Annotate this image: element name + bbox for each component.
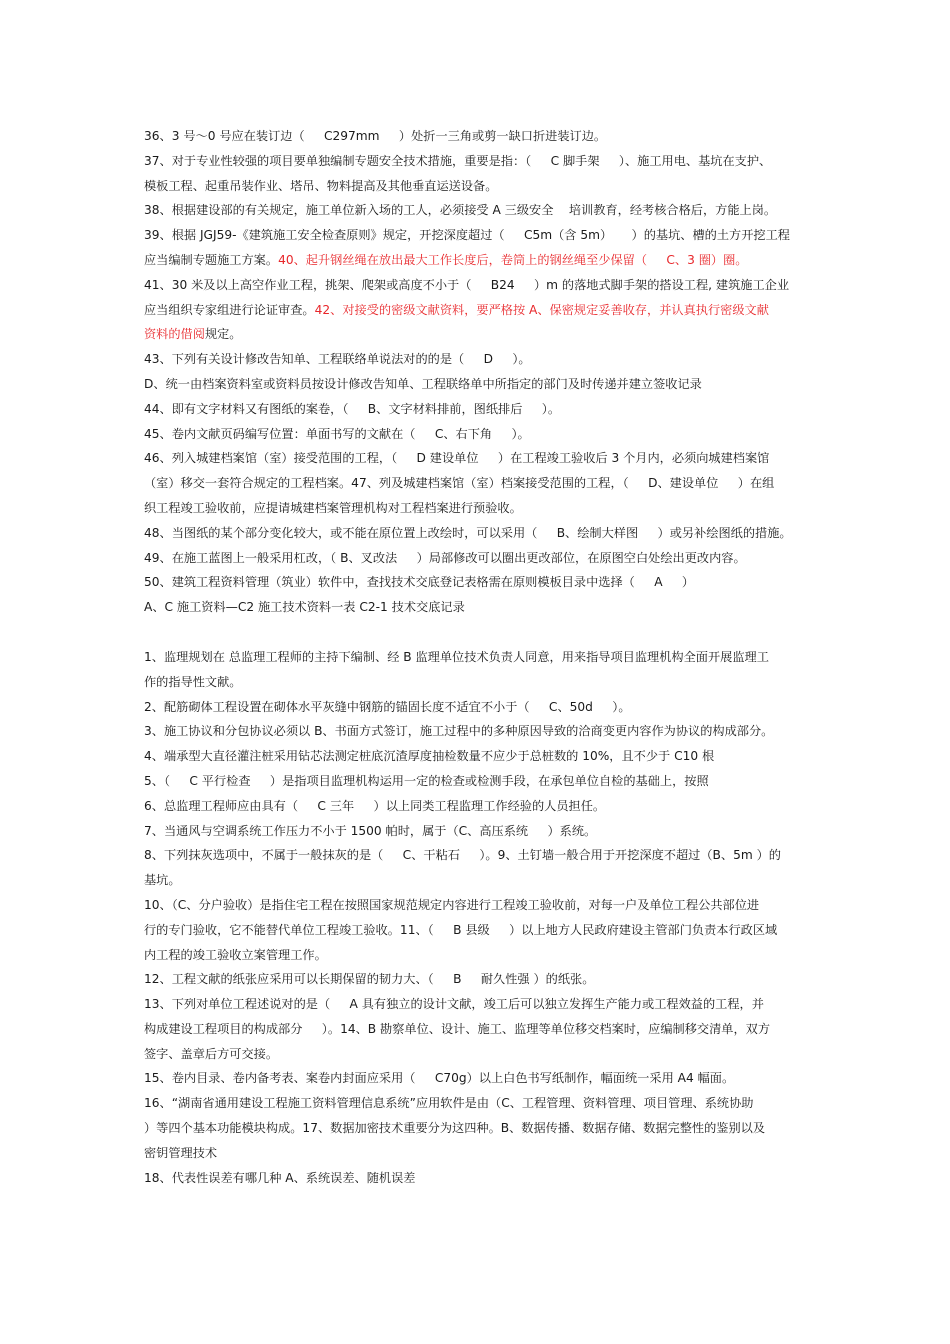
text-line: 密钥管理技术 — [144, 1145, 218, 1160]
text-line: 48、当图纸的某个部分变化较大，或不能在原位置上改绘时，可以采用（ B、绘制大样图 ）或另补绘图纸的措施。 — [144, 525, 792, 540]
text-line: 36、3 号～0 号应在装订边（ C297mm ）处折一三角或剪一缺口折进装订边。 — [144, 129, 607, 143]
text-line: 37、对于专业性较强的项目要单独编制专题安全技术措施，重要是指：（ C 脚手架 ）、施工用电、基坑在支护、 — [144, 153, 772, 168]
document-body — [144, 124, 816, 1190]
text-line: 应当组织专家组进行论证审查。42、对接受的密级文献资料，要严格按 A、保密规定妥善收存，并认真执行密级文献 — [144, 302, 769, 317]
text-line: 50、建筑工程资料管理（筑业）软件中，查找技术交底登记表格需在原则模板目录中选择（ A ） — [144, 575, 695, 590]
text-line: 5、（ C 平行检查 ）是指项目监理机构运用一定的检查或检测手段，在承包单位自检的基础上，按照 — [144, 773, 709, 788]
text-line: 8、下列抹灰选项中，不属于一般抹灰的是（ C、干粘石 ）。9、土钉墙一般合用于开挖深度不超过（B、5m ）的 — [144, 848, 781, 863]
text-line: 织工程竣工验收前，应提请城建档案管理机构对工程档案进行预验收。 — [144, 500, 522, 515]
text-line: （室）移交一套符合规定的工程档案。47、列及城建档案馆（室）档案接受范围的工程，（ D、建设单位 ）在组 — [144, 476, 775, 491]
highlighted-text: 资料的借阅 — [144, 327, 205, 342]
text-line: 资料的借阅规定。 — [144, 327, 242, 342]
text-line: 46、列入城建档案馆（室）接受范围的工程，（ D 建设单位 ）在工程竣工验收后 3 个月内，必须向城建档案馆 — [144, 451, 770, 466]
section-gap — [144, 620, 816, 645]
text-line: 49、在施工蓝图上一般采用杠改，（ B、叉改法 ）局部修改可以圈出更改部位，在原图空白处绘出更改内容。 — [144, 550, 746, 565]
highlighted-text: 40、起升钢丝绳在放出最大工作长度后，卷筒上的钢丝绳至少保留（ C、3 圈）圈。 — [278, 252, 748, 267]
text-line: 44、即有文字材料又有图纸的案卷，（ B、文字材料排前，图纸排后 ）。 — [144, 401, 561, 416]
text-line: 45、卷内文献页码编写位置：单面书写的文献在（ C、右下角 ）。 — [144, 426, 530, 441]
text-line: 1、监理规划在 总监理工程师的主持下编制、经 B 监理单位技术负责人同意，用来指导项目监理机构全面开展监理工 — [144, 649, 769, 664]
text-line: 2、配筋砌体工程设置在砌体水平灰缝中钢筋的锚固长度不适宜不小于（ C、50d ）。 — [144, 699, 631, 714]
text-line: 13、下列对单位工程述说对的是（ A 具有独立的设计文献，竣工后可以独立发挥生产能力或工程效益的工程，并 — [144, 997, 764, 1012]
text-line: 15、卷内目录、卷内备考表、案卷内封面应采用（ C70g）以上白色书写纸制作，幅面统一采用 A4 幅面。 — [144, 1071, 735, 1086]
text-line: D、统一由档案资料室或资料员按设计修改告知单、工程联络单中所指定的部门及时传递并建立签收记录 — [144, 376, 702, 391]
text-line: 行的专门验收，它不能替代单位工程竣工验收。11、（ B 县级 ）以上地方人民政府建设主管部门负责本行政区域 — [144, 922, 778, 937]
text-line: 16、“湖南省通用建设工程施工资料管理信息系统”应用软件是由（C、工程管理、资料管理、项目管理、系统协助 — [144, 1096, 754, 1111]
text-line: 基坑。 — [144, 873, 181, 888]
text-line: 4、端承型大直径灌注桩采用钻芯法测定桩底沉渣厚度抽检数量不应少于总桩数的 10%，且不少于 C10 根 — [144, 749, 715, 764]
text-line: A、C 施工资料—C2 施工技术资料一表 C2-1 技术交底记录 — [144, 600, 465, 615]
text-line: 7、当通风与空调系统工作压力不小于 1500 帕时，属于（C、高压系统 ）系统。 — [144, 823, 597, 838]
text-line: 3、施工协议和分包协议必须以 B、书面方式签订，施工过程中的多种原因导致的洽商变更内容作为协议的构成部分。 — [144, 724, 774, 739]
text-line: 41、30 米及以上高空作业工程，挑架、爬架或高度不小于（ B24 ）m 的落地式脚手架的搭设工程, 建筑施工企业 — [144, 277, 790, 292]
text-line: 签字、盖章后方可交接。 — [144, 1046, 279, 1061]
text-line: 10、（C、分户验收）是指住宅工程在按照国家规范规定内容进行工程竣工验收前，对每一户及单位工程公共部位进 — [144, 897, 760, 912]
question-section-1 — [144, 124, 816, 620]
text-line: 43、下列有关设计修改告知单、工程联络单说法对的的是（ D ）。 — [144, 352, 531, 367]
text-line: 构成建设工程项目的构成部分 ）。14、B 勘察单位、设计、施工、监理等单位移交档案时，应编制移交清单，双方 — [144, 1021, 771, 1036]
text-line: 作的指导性文献。 — [144, 674, 242, 689]
text-line: 内工程的竣工验收立案管理工作。 — [144, 947, 327, 962]
text-line: 18、代表性误差有哪几种 A、系统误差、随机误差 — [144, 1170, 416, 1185]
text-line: 38、根据建设部的有关规定，施工单位新入场的工人，必须接受 A 三级安全 培训教育，经考核合格后，方能上岗。 — [144, 203, 777, 218]
question-section-2 — [144, 645, 816, 1191]
highlighted-text: 42、对接受的密级文献资料，要严格按 A、保密规定妥善收存，并认真执行密级文献 — [314, 302, 769, 317]
text-line: 模板工程、起重吊装作业、塔吊、物料提高及其他垂直运送设备。 — [144, 178, 498, 193]
text-line: 12、工程文献的纸张应采用可以长期保留的韧力大、（ B 耐久性强 ）的纸张。 — [144, 972, 595, 987]
text-line: 39、根据 JGJ59-《建筑施工安全检查原则》规定，开挖深度超过（ C5m（含 5m） ）的基坑、槽的土方开挖工程 — [144, 228, 790, 243]
text-line: ）等四个基本功能模块构成。17、数据加密技术重要分为这四种。B、数据传播、数据存储、数据完整性的鉴别以及 — [144, 1121, 766, 1136]
text-line: 应当编制专题施工方案。40、起升钢丝绳在放出最大工作长度后，卷筒上的钢丝绳至少保留（ C、3 圈）圈。 — [144, 252, 748, 267]
text-line: 6、总监理工程师应由具有（ C 三年 ）以上同类工程监理工作经验的人员担任。 — [144, 798, 606, 813]
